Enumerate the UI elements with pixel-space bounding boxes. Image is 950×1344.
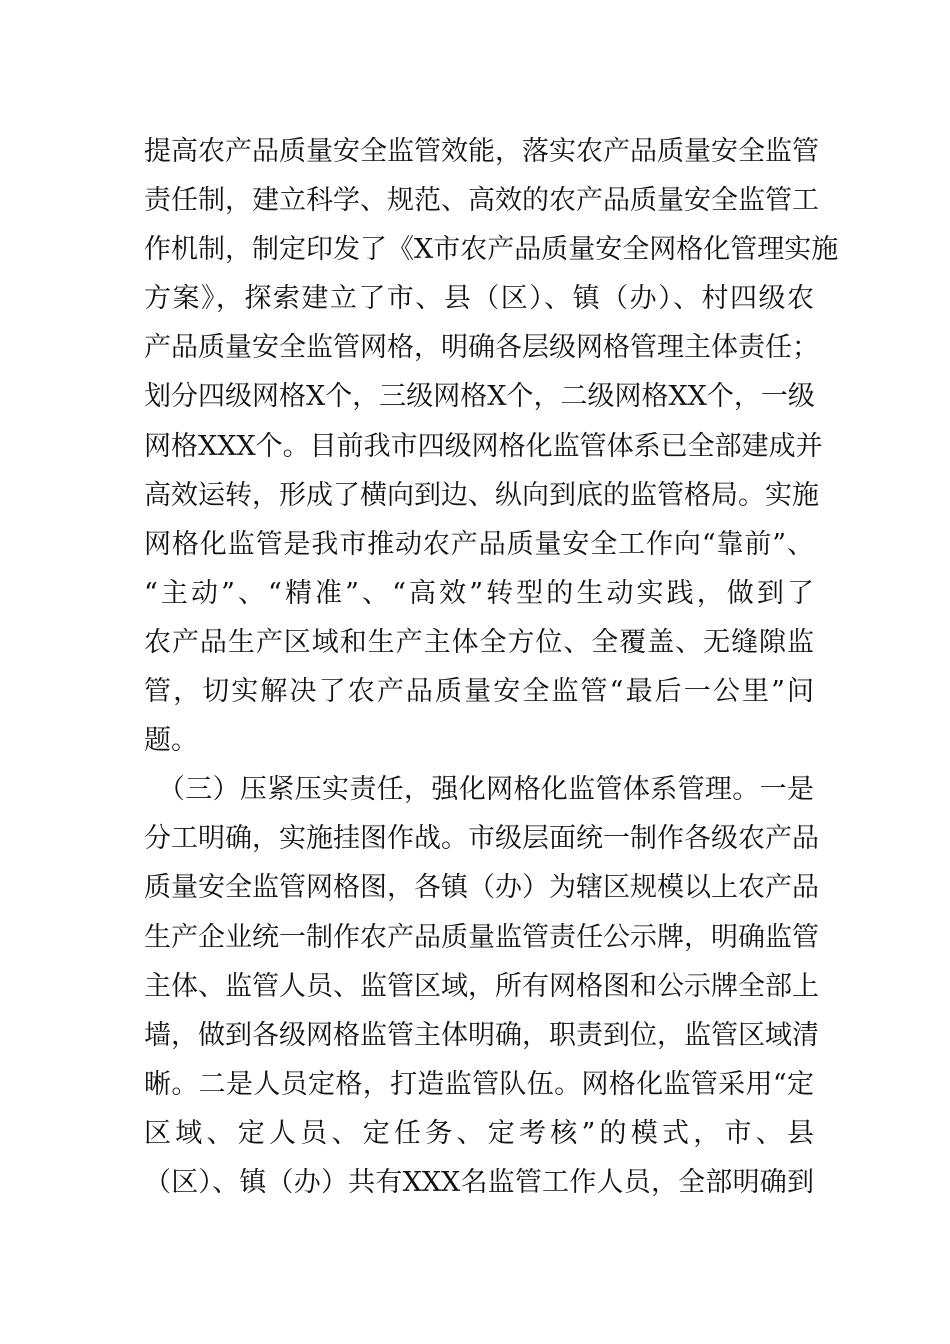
paragraph-2 xyxy=(144,765,819,1207)
text-line: 网格XXX个。目前我市四级网格化监管体系已全部建成并 xyxy=(144,430,823,462)
text-line: 高效运转，形成了横向到边、纵向到底的监管格局。实施 xyxy=(144,479,819,511)
text-line: 墙，做到各级网格监管主体明确，职责到位，监管区域清 xyxy=(144,1019,819,1051)
text-line: 主体、监管人员、监管区域，所有网格图和公示牌全部上 xyxy=(144,970,819,1002)
text-line: 分工明确，实施挂图作战。市级层面统一制作各级农产品 xyxy=(144,823,819,855)
text-line: 责任制，建立科学、规范、高效的农产品质量安全监管工 xyxy=(144,185,819,217)
text-line: （三）压紧压实责任，强化网格化监管体系管理。一是 xyxy=(144,774,814,806)
text-line: （区）、镇（办）共有XXX名监管工作人员，全部明确到 xyxy=(144,1166,814,1198)
paragraph-1 xyxy=(144,127,839,765)
text-line: 网格化监管是我市推动农产品质量安全工作向“靠前”、 xyxy=(144,528,814,560)
text-line: 题。 xyxy=(144,725,198,757)
text-line: 农产品生产区域和生产主体全方位、全覆盖、无缝隙监 xyxy=(144,626,814,658)
text-line: 作机制，制定印发了《X市农产品质量安全网格化管理实施 xyxy=(144,234,839,266)
text-line: 提高农产品质量安全监管效能，落实农产品质量安全监管 xyxy=(144,136,819,167)
document-body xyxy=(144,127,839,1207)
text-line: 质量安全监管网格图，各镇（办）为辖区规模以上农产品 xyxy=(144,872,819,904)
text-line: 划分四级网格X个，三级网格X个，二级网格XX个，一级 xyxy=(144,381,815,413)
text-line: “主动”、“精准”、“高效”转型的生动实践，做到了 xyxy=(144,577,814,609)
text-line: 产品质量安全监管网格，明确各层级网格管理主体责任； xyxy=(144,332,819,364)
text-line: 晰。二是人员定格，打造监管队伍。网格化监管采用“定 xyxy=(144,1068,814,1100)
text-line: 区域、定人员、定任务、定考核”的模式，市、县 xyxy=(144,1117,814,1149)
text-line: 方案》，探索建立了市、县（区）、镇（办）、村四级农 xyxy=(144,283,814,315)
text-line: 生产企业统一制作农产品质量监管责任公示牌，明确监管 xyxy=(144,921,819,953)
text-line: 管，切实解决了农产品质量安全监管“最后一公里”问 xyxy=(144,676,814,708)
